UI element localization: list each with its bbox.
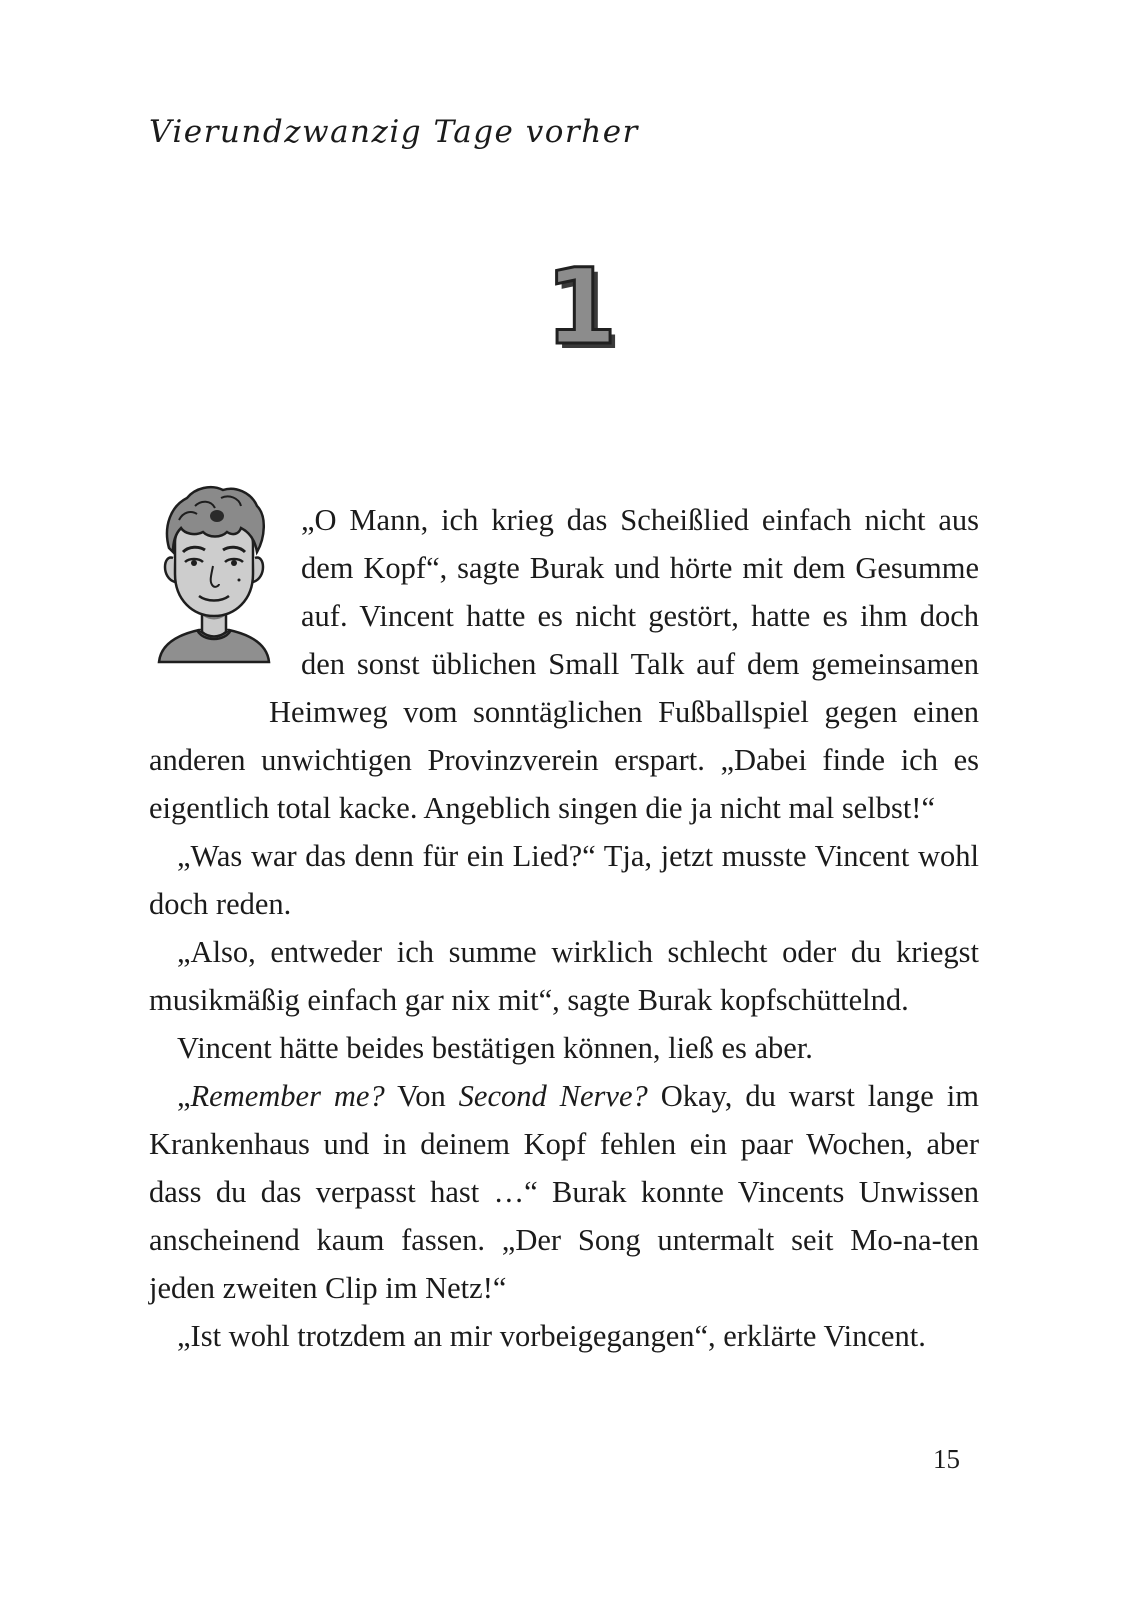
paragraph-4: Vincent hätte beides bestätigen können, ließ es aber.	[177, 1031, 813, 1065]
paragraph-5-open-quote: „	[177, 1079, 191, 1113]
paragraph-5	[149, 1072, 979, 1312]
paragraph-3: „Also, entweder ich summe wirklich schlecht oder du kriegst musikmäßig einfach gar nix mit“, sagte Burak kopfschüttelnd.	[149, 935, 979, 1017]
chapter-time-heading: Vierundzwanzig Tage vorher	[149, 114, 639, 150]
chapter-number: 1	[544, 246, 618, 368]
paragraph-1: „O Mann, ich krieg das Scheißlied einfach nicht aus dem Kopf“, sagte Burak und hörte mit dem Gesumme auf. Vincent hatte es nicht gestört, hatte es ihm doch den sonst üblichen Small Talk auf dem gemeinsamen Heimweg vom sonntäglichen Fußballspiel gegen einen anderen unwichtigen Provinzverein erspart. „Dabei finde ich es eigentlich total kacke. Angeblich singen die ja nicht mal selbst!“	[149, 503, 979, 825]
page-number: 15	[933, 1444, 960, 1474]
song-title: Remember me?	[190, 1079, 385, 1113]
story-text	[149, 496, 979, 1360]
paragraph-6: „Ist wohl trotzdem an mir vorbeigegangen“, erklärte Vincent.	[177, 1319, 926, 1353]
band-name: Second Nerve?	[458, 1079, 648, 1113]
paragraph-5-rest: Okay, du warst lange im Krankenhaus und in deinem Kopf fehlen ein paar Wochen, aber dass du das verpasst hast …“ Burak konnte Vincents Unwissen anscheinend kaum fassen. „Der Song untermalt seit Mo-na-ten jeden zweiten Clip im Netz!“	[149, 1079, 979, 1305]
paragraph-5-von: Von	[384, 1079, 459, 1113]
portrait-text-wrap	[149, 496, 301, 688]
paragraph-2: „Was war das denn für ein Lied?“ Tja, jetzt musste Vincent wohl doch reden.	[149, 839, 979, 921]
portrait-text-wrap-2	[149, 688, 269, 732]
